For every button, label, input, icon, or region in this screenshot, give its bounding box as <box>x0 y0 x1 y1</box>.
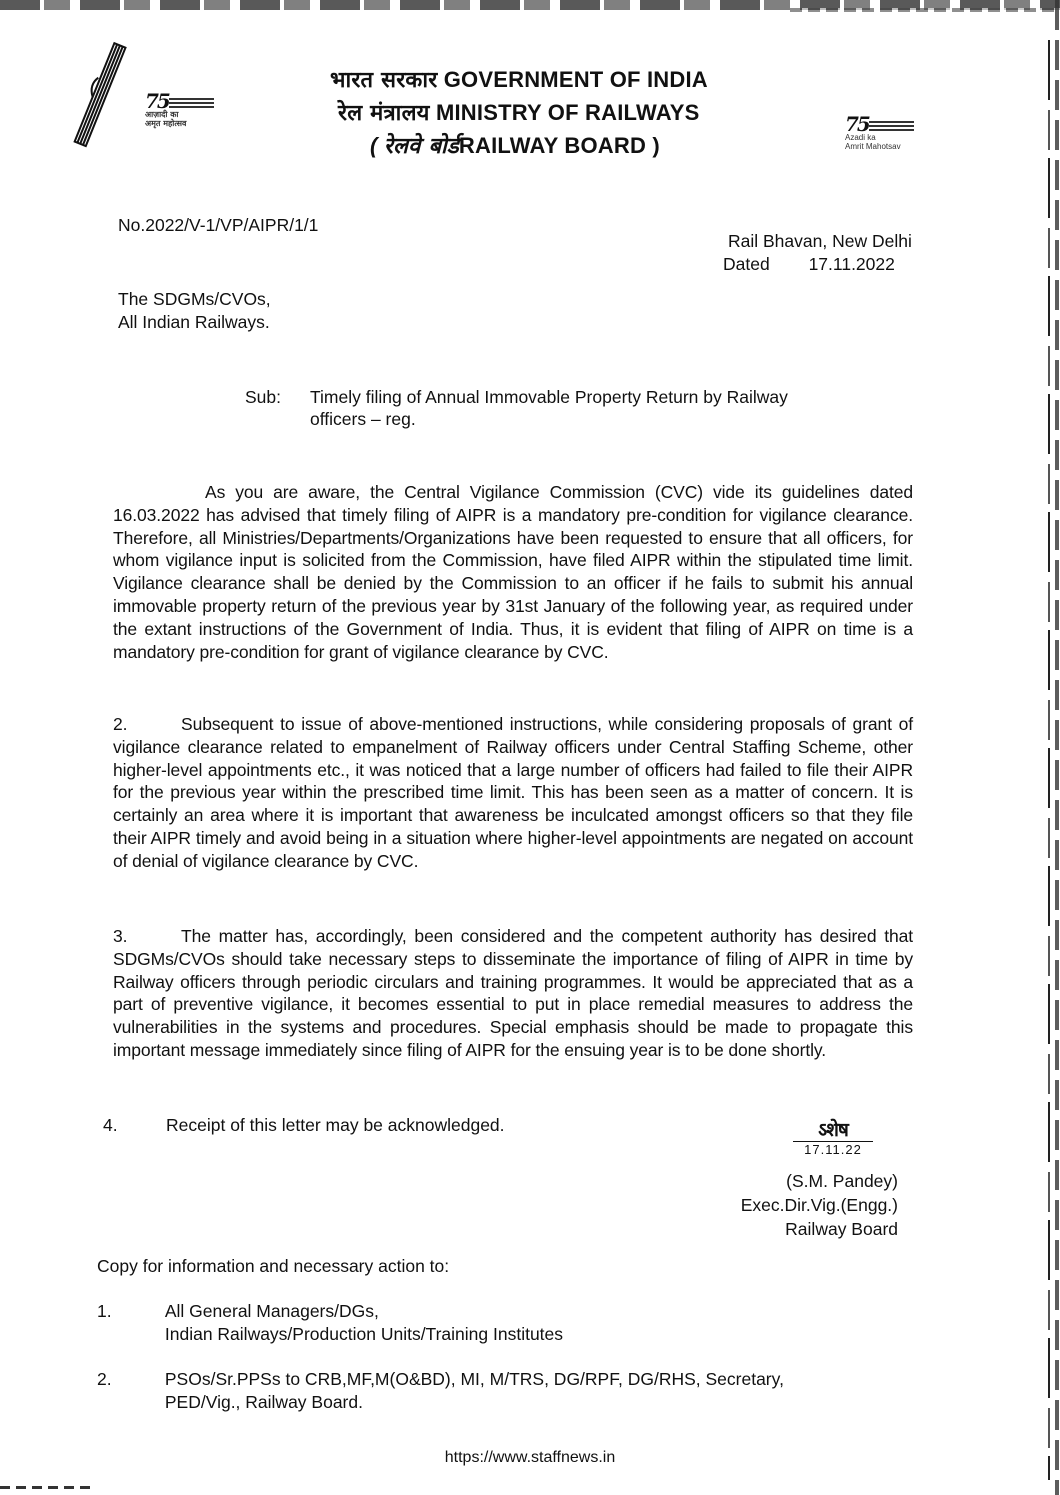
seventy-five-mark-icon: 75 <box>845 115 940 133</box>
handwritten-signature: ऽशेष <box>818 1119 848 1141</box>
paragraph-3 <box>113 925 913 1062</box>
signature-block <box>793 1120 873 1158</box>
logo-text-line1: आज़ादी का <box>145 110 179 119</box>
paragraph-text: As you are aware, the Central Vigilance Commission (CVC) vide its guidelines dated 16.03.2022 has advised that timely filing of AIPR is a mandatory pre-condition for vigilance clearance. Therefore, all Ministries/Departments/Organizations have been requested to ensure that all officers, for whom vigilance input is solicited from the Commission, have filed AIPR within the stipulated time limit. Vigilance clearance shall be denied by the Commission to an officer if he fails to submit his annual immovable property return of the previous year by 31st January of the following year, as required under the extant instructions of the Government of India. Thus, it is evident that filing of AIPR on time is a mandatory pre-condition for grant of vigilance clearance by CVC. <box>113 482 913 662</box>
letterhead-line-ministry <box>300 97 760 130</box>
paragraph-number: 2. <box>113 714 128 734</box>
letterhead-english-text: MINISTRY OF RAILWAYS <box>435 100 700 125</box>
logo-text-line1: Azadi ka <box>845 133 876 142</box>
subject-label: Sub: <box>245 387 281 407</box>
paragraph-4 <box>103 1115 505 1136</box>
scan-edge-top-right <box>790 8 1060 12</box>
copy-to-line2: PED/Vig., Railway Board. <box>164 1392 363 1412</box>
signer-name: (S.M. Pandey) <box>786 1171 898 1191</box>
signer-designation: Exec.Dir.Vig.(Engg.) <box>740 1195 898 1215</box>
copy-to-line1: All General Managers/DGs, <box>164 1301 379 1321</box>
seventy-five-mark-icon: 75 <box>145 92 230 110</box>
paragraph-1 <box>113 481 913 663</box>
paragraph-number: 3. <box>113 926 128 946</box>
copy-to-number: 1. <box>97 1301 112 1321</box>
footer-url-link[interactable]: https://www.staffnews.in <box>444 1449 616 1466</box>
letterhead-paren: ) <box>652 133 660 158</box>
paragraph-2 <box>113 713 913 873</box>
reference-number: No.2022/V-1/VP/AIPR/1/1 <box>118 215 319 235</box>
letterhead-hindi-text: रेल मंत्रालय <box>338 101 430 126</box>
copy-to-heading: Copy for information and necessary action to: <box>97 1256 450 1276</box>
dated-line <box>723 253 895 275</box>
signature-date: 17.11.22 <box>804 1142 862 1157</box>
national-emblem-icon <box>66 40 136 150</box>
date-value: 17.11.2022 <box>808 254 895 274</box>
paragraph-text: Subsequent to issue of above-mentioned instructions, while considering proposals of grant of vigilance clearance related to empanelment of Railway officers under Central Staffing Scheme, other higher-level appointments etc., it was noticed that a large number of officers had failed to file their AIPR for the previous year within the prescribed time limit. This has been seen as a matter of concern. It is certainly an area where it is important that awareness be inculcated amongst officers so that they file their AIPR timely and avoid being in a situation where higher-level appointments are negated on account of denial of vigilance clearance by CVC. <box>113 714 913 871</box>
place: Rail Bhavan, New Delhi <box>728 231 912 251</box>
letterhead-hindi-text: रेलवे बोर्ड <box>383 134 459 159</box>
scan-edge-bottom <box>0 1486 90 1489</box>
azadi-ka-amrit-mahotsav-logo-left <box>145 89 230 128</box>
copy-to-line2: Indian Railways/Production Units/Training Institutes <box>164 1324 564 1344</box>
subject-text: Timely filing of Annual Immovable Property Return by Railway officers – reg. <box>310 387 788 429</box>
scan-edge-right <box>1048 40 1050 1480</box>
logo-text-line2: Amrit Mahotsav <box>845 142 901 151</box>
logo-text-line2: अमृत महोत्सव <box>145 119 187 128</box>
copy-to-line1: PSOs/Sr.PPSs to CRB,MF,M(O&BD), MI, M/TRS, DG/RPF, DG/RHS, Secretary, <box>164 1369 784 1389</box>
letterhead-english-text: RAILWAY BOARD <box>458 133 647 158</box>
paragraph-text: Receipt of this letter may be acknowledged. <box>166 1115 505 1135</box>
letterhead-line-government <box>300 64 760 97</box>
addressee-line1: The SDGMs/CVOs, <box>118 289 271 309</box>
letterhead-paren: ( <box>370 133 378 158</box>
copy-to-item <box>97 1300 563 1346</box>
azadi-ka-amrit-mahotsav-logo-right <box>845 112 940 151</box>
paragraph-text: The matter has, accordingly, been considered and the competent authority has desired that SDGMs/CVOs should take necessary steps to disseminate the importance of filing of AIPR in time by Railway officers through periodic circulars and training programmes. It would be appreciated that as a part of preventive vigilance, it becomes essential to put in place remedial measures to address the vulnerabilities in the systems and procedures. Special emphasis should be made to propagate this important message immediately since filing of AIPR for the ensuing year is to be done shortly. <box>113 926 913 1060</box>
paragraph-number: 4. <box>103 1115 118 1135</box>
scan-edge-right-outer <box>1055 0 1059 1495</box>
copy-to-item <box>97 1368 784 1414</box>
signer-office: Railway Board <box>785 1219 898 1239</box>
letterhead-english-text: GOVERNMENT OF INDIA <box>443 67 708 92</box>
dated-label: Dated <box>723 254 770 274</box>
letterhead-hindi-text: भारत सरकार <box>330 68 438 93</box>
letterhead <box>300 64 760 163</box>
letterhead-line-board <box>300 130 760 163</box>
addressee-line2: All Indian Railways. <box>118 312 270 332</box>
copy-to-number: 2. <box>97 1369 112 1389</box>
